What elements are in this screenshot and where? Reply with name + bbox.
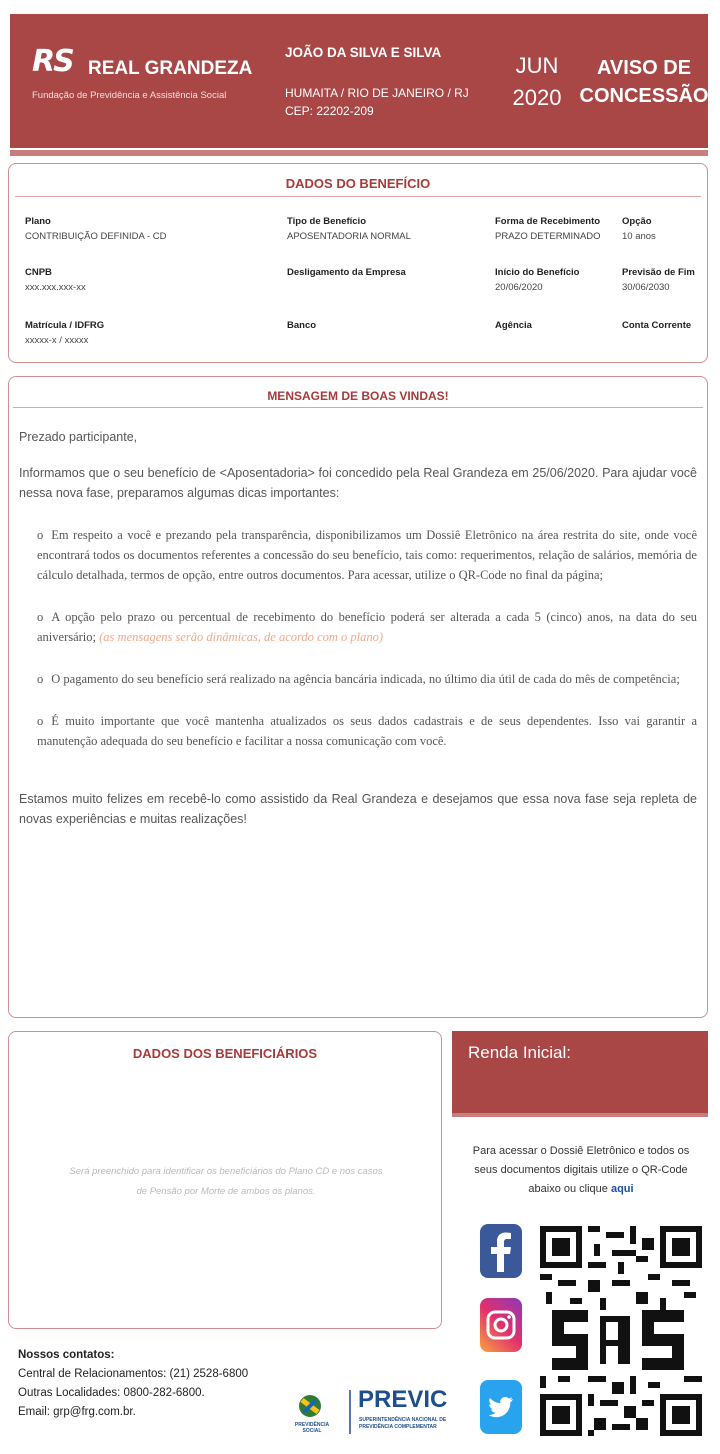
recipient-address: HUMAITA / RIO DE JANEIRO / RJ [285, 86, 469, 100]
qr-code-graphic [540, 1226, 702, 1436]
bullet-mark: o [37, 672, 44, 686]
logo-name: REAL GRANDEZA [88, 58, 253, 79]
field-label: Matrícula / IDFRG [25, 320, 105, 331]
field-label: Forma de Recebimento [495, 216, 601, 227]
welcome-closing: Estamos muito felizes em recebê-lo como assistido da Real Grandeza e desejamos que essa nova fase seja repleta de novas experiências e muitas realizações! [19, 792, 697, 826]
field-matricula [25, 318, 104, 348]
contacts-title: Nossos contatos: [18, 1349, 115, 1361]
dossie-link[interactable]: aqui [610, 1183, 634, 1195]
beneficiaries-note: Será preenchido para identificar os beneficiários do Plano CD e nos casos de Pensão por Morte de ambos os planos. [69, 1166, 383, 1197]
benefit-data-panel [8, 163, 708, 363]
previc-subtitle [359, 1417, 446, 1431]
bullet-text: A opção pelo prazo ou percentual de recebimento do benefício poderá ser alterada a cada 5 (cinco) anos, na data do seu aniversário; [37, 610, 697, 644]
field-label: Agência [495, 320, 532, 331]
field-forma-recebimento [495, 214, 601, 244]
header-accent-line [10, 150, 708, 156]
recipient-cep: CEP: 22202-209 [285, 104, 374, 118]
field-label: Início do Benefício [495, 267, 580, 278]
field-value: CONTRIBUIÇÃO DEFINIDA - CD [25, 231, 167, 242]
field-previsao-fim [622, 265, 695, 295]
dynamic-message-note: (as mensagens serão dinâmicas, de acordo com o plano) [99, 630, 384, 644]
instagram-glyph [480, 1298, 522, 1352]
previdencia-social-label: PREVIDÊNCIA SOCIAL [294, 1422, 330, 1434]
contact-outras: Outras Localidades: 0800-282-6800. [18, 1387, 205, 1399]
previc-subtitle-line1: SUPERINTENDÊNCIA NACIONAL DE [359, 1417, 447, 1423]
previdencia-social-logo [299, 1395, 321, 1417]
bullet-mark: o [37, 610, 44, 624]
field-opcao [622, 214, 656, 244]
welcome-greeting: Prezado participante, [19, 430, 138, 444]
qr-instructions [460, 1142, 702, 1199]
period [508, 50, 566, 114]
qr-code[interactable] [540, 1226, 702, 1436]
field-agencia [495, 318, 532, 333]
qr-instructions-text: Para acessar o Dossiê Eletrônico e todos os seus documentos digitais utilize o QR-Code abaixo ou clique [472, 1145, 690, 1195]
bullet-mark: o [37, 528, 44, 542]
beneficiaries-panel [8, 1031, 442, 1329]
footer-logos [292, 1386, 462, 1438]
field-value: PRAZO DETERMINADO [495, 231, 601, 242]
rs-logo-mark: RS [32, 44, 73, 79]
contact-central: Central de Relacionamentos: (21) 2528-6800 [18, 1368, 249, 1380]
contacts-block [18, 1346, 248, 1422]
benefit-panel-title: DADOS DO BENEFÍCIO [285, 176, 431, 191]
field-banco [287, 318, 316, 333]
field-label: Tipo de Benefício [287, 216, 367, 227]
field-label: Banco [287, 320, 317, 331]
document-title [575, 54, 713, 110]
logo-subtitle: Fundação de Previdência e Assistência Social [32, 90, 227, 101]
welcome-message-panel [8, 376, 708, 1018]
period-year: 2020 [512, 85, 562, 110]
document-title-line2: CONCESSÃO [579, 85, 709, 107]
facebook-glyph [480, 1224, 522, 1278]
bullet-text: O pagamento do seu benefício será realizado na agência bancária indicada, no último dia útil de cada do mês de competência; [51, 672, 680, 686]
facebook-icon[interactable] [480, 1224, 522, 1278]
welcome-panel-title: MENSAGEM DE BOAS VINDAS! [267, 389, 449, 403]
field-value: 10 anos [622, 231, 656, 242]
previc-logo-text: PREVIC [358, 1386, 448, 1413]
field-label: Conta Corrente [622, 320, 692, 331]
bullet-text: É muito importante que você mantenha atualizados os seus dados cadastrais e de seus dependentes. Isso vai garantir a manutenção adequada do seu benefício e facilitar a nossa comunicação com você. [37, 714, 697, 748]
field-label: Plano [25, 216, 51, 227]
welcome-intro: Informamos que o seu benefício de <Aposentadoria> foi concedido pela Real Grandeza em 25/06/2020. Para ajudar você nessa nova fase, preparamos algumas dicas importantes: [19, 466, 697, 500]
field-conta-corrente [622, 318, 691, 333]
document-header [10, 14, 708, 148]
bullet-text: Em respeito a você e prezando pela transparência, disponibilizamos um Dossiê Eletrônico na área restrita do site, onde você encontrará todos os documentos referentes a concessão do seu benefício, tais como: requerimentos, relação de salários, memória de cálculo detalhada, termos de opção, entre outros documentos. Para acessar, utilize o QR-Code no final da página; [37, 528, 697, 582]
field-value: xxx.xxx.xxx-xx [25, 282, 86, 293]
welcome-bullet-2 [37, 607, 697, 647]
welcome-bullet-1 [37, 525, 697, 585]
field-desligamento [287, 265, 406, 280]
instagram-icon[interactable] [480, 1298, 522, 1352]
benefit-title-divider [15, 196, 701, 197]
document-title-line1: AVISO DE [596, 57, 692, 79]
renda-inicial-box [452, 1031, 708, 1113]
field-inicio-beneficio [495, 265, 579, 295]
period-month: JUN [515, 53, 559, 78]
welcome-title-divider [13, 407, 703, 408]
field-value: xxxxx-x / xxxxx [25, 335, 89, 346]
twitter-glyph [480, 1380, 522, 1434]
welcome-bullet-3 [37, 669, 697, 689]
field-label: Desligamento da Empresa [287, 267, 406, 278]
renda-accent-line [452, 1113, 708, 1117]
previc-subtitle-line2: PREVIDÊNCIA COMPLEMENTAR [359, 1424, 437, 1430]
field-tipo-beneficio [287, 214, 411, 244]
recipient-block [285, 44, 469, 120]
field-value: 20/06/2020 [495, 282, 543, 293]
bullet-mark: o [37, 714, 44, 728]
renda-inicial-label: Renda Inicial: [468, 1043, 572, 1062]
welcome-bullet-4 [37, 711, 697, 751]
field-value: 30/06/2030 [622, 282, 670, 293]
field-label: Previsão de Fim [622, 267, 695, 278]
twitter-icon[interactable] [480, 1380, 522, 1434]
field-label: Opção [622, 216, 652, 227]
beneficiaries-panel-title: DADOS DOS BENEFICIÁRIOS [132, 1046, 318, 1061]
field-plano [25, 214, 166, 244]
field-value: APOSENTADORIA NORMAL [287, 231, 411, 242]
contact-email[interactable]: Email: grp@frg.com.br. [18, 1406, 136, 1418]
field-cnpb [25, 265, 86, 295]
real-grandeza-logo [32, 44, 253, 124]
field-label: CNPB [25, 267, 52, 278]
recipient-name: JOÃO DA SILVA E SILVA [285, 45, 442, 60]
